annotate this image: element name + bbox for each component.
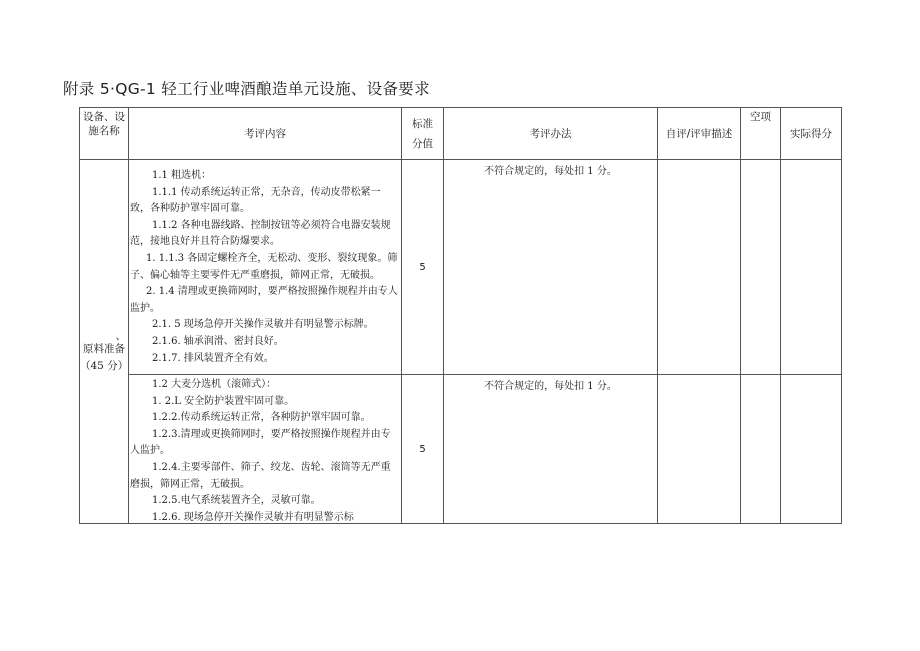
- self-review-cell[interactable]: [658, 160, 741, 375]
- header-facility-name: [80, 108, 129, 160]
- content-line: 1.2.5.电气系统装置齐全，灵敏可靠。: [152, 495, 321, 507]
- content-line: 1.2.4.主要零部件、筛子、绞龙、齿轮、滚筒等无严重磨损，筛网正常，无破损。: [130, 461, 391, 490]
- header-facility-name-line1: 设备、设: [83, 111, 125, 123]
- content-line: 1.1.2 各种电器线路、控制按钮等必须符合电器安装规范，接地良好并且符合防爆要求。: [130, 219, 391, 248]
- content-line: 2.1. 5 现场急停开关操作灵敏并有明显警示标牌。: [152, 319, 374, 331]
- method-cell: 不符合规定的，每处扣 1 分。: [444, 375, 658, 524]
- content-line: 1. 1.1.3 各固定螺栓齐全，无松动、变形、裂纹现象。筛子、偏心轴等主要零件无严重磨损，筛网正常，无破损。: [130, 252, 398, 281]
- table-row: [80, 160, 842, 375]
- header-self-review: 自评/评审描述: [658, 108, 741, 160]
- empty-item-cell[interactable]: [741, 375, 781, 524]
- group-score: （45 分）: [80, 360, 129, 372]
- method-cell: 不符合规定的，每处扣 1 分。: [444, 160, 658, 375]
- content-line: 2.1.7. 排风装置齐全有效。: [152, 352, 274, 364]
- header-standard-score-line1: 标准: [412, 117, 433, 130]
- header-row: [80, 108, 842, 160]
- standard-score-cell: 5: [402, 160, 444, 375]
- group-name: 原料准备: [83, 343, 125, 355]
- facility-group-cell: [80, 160, 129, 524]
- content-line: 1.2 大麦分选机（滚筛式）：: [152, 379, 277, 390]
- actual-score-cell[interactable]: [781, 160, 842, 375]
- content-line: 2. 1.4 清理或更换筛网时，要严格按照操作规程并由专人监护。: [130, 286, 398, 314]
- content-cell: [129, 375, 402, 524]
- standard-score-cell: 5: [402, 375, 444, 524]
- header-facility-name-line2: 施名称: [88, 125, 120, 137]
- self-review-cell[interactable]: [658, 375, 741, 524]
- header-standard-score: [402, 108, 444, 160]
- content-line: 1.2.6. 现场急停开关操作灵敏并有明显警示标: [152, 511, 354, 523]
- header-method: 考评办法: [444, 108, 658, 160]
- document-title: 附录 5·QG-1 轻工行业啤酒酿造单元设施、设备要求: [63, 80, 430, 98]
- header-standard-score-line2: 分值: [412, 137, 433, 150]
- content-line: 1.1 粗选机：: [152, 170, 212, 181]
- content-cell: [129, 160, 402, 375]
- group-mark: 、: [115, 330, 126, 342]
- actual-score-cell[interactable]: [781, 375, 842, 524]
- header-empty-item: 空项: [741, 108, 781, 160]
- content-line: 1.1.1 传动系统运转正常，无杂音，传动皮带松紧一致，各种防护罩牢固可靠。: [130, 186, 381, 215]
- header-actual-score: 实际得分: [781, 108, 842, 160]
- content-line: 1.2.3.清理或更换筛网时，要严格按照操作规程并由专人监护。: [130, 428, 391, 457]
- content-line: 1. 2.L 安全防护装置牢固可靠。: [152, 395, 295, 407]
- content-line: 1.2.2.传动系统运转正常，各种防护罩牢固可靠。: [152, 412, 371, 424]
- content-line: 2.1.6. 轴承润滑、密封良好。: [152, 335, 284, 347]
- header-content: 考评内容: [129, 108, 402, 160]
- requirements-table: [79, 107, 842, 524]
- table-row: [80, 375, 842, 524]
- empty-item-cell[interactable]: [741, 160, 781, 375]
